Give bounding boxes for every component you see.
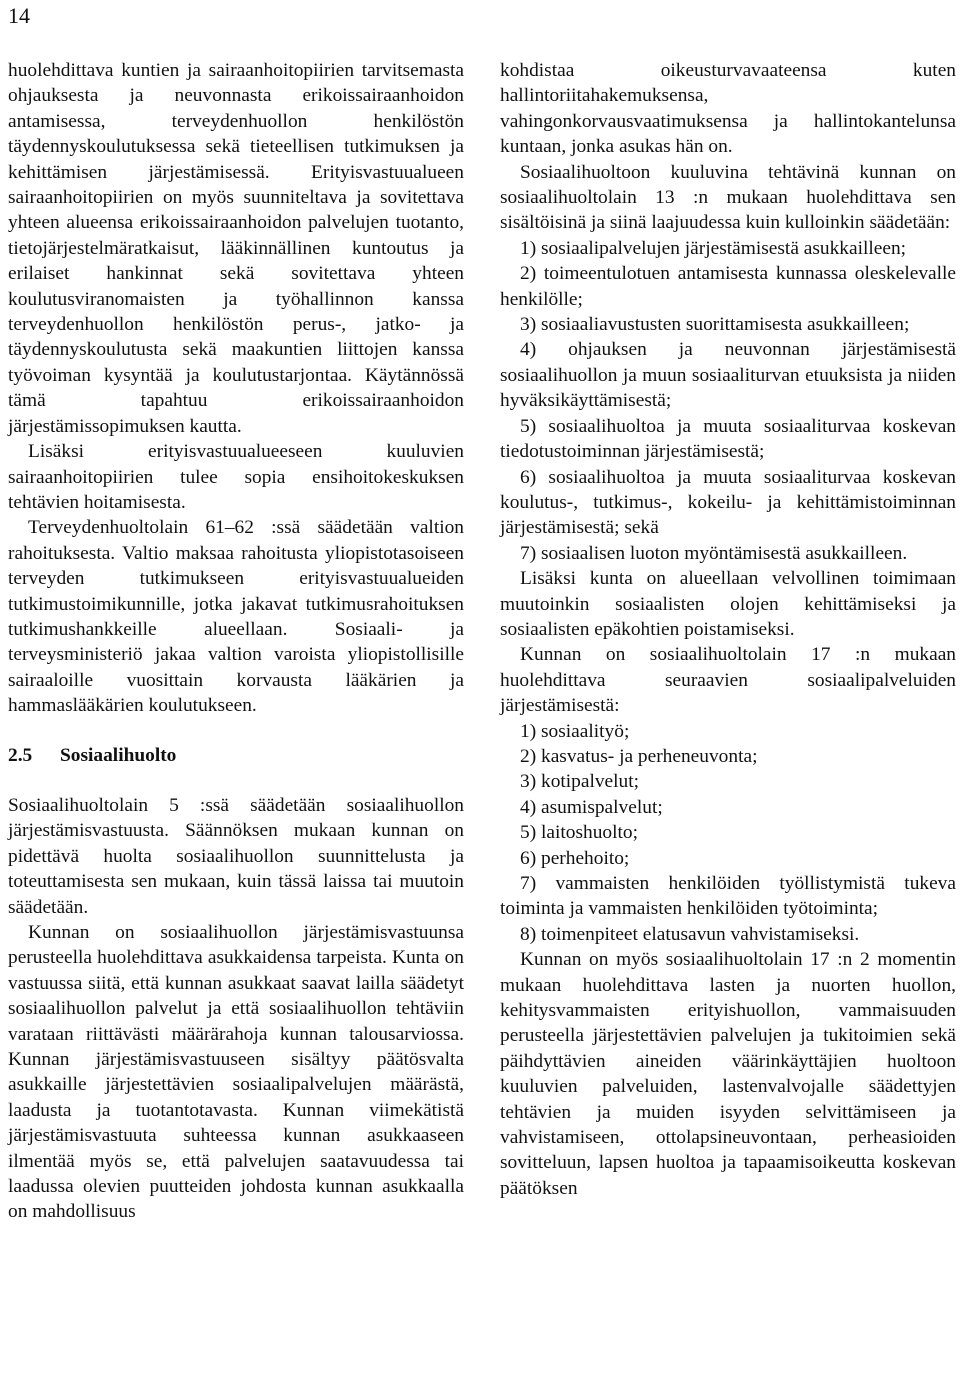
paragraph: 4) ohjauksen ja neuvonnan järjestämisestä sosiaalihuollon ja muun sosiaaliturvan etuuksista ja niiden hyväksikäyttämisestä; [500, 339, 956, 412]
paragraph: 2) kasvatus- ja perheneuvonta; [520, 745, 758, 767]
paragraph: Kunnan on myös sosiaalihuoltolain 17 :n 2 momentin mukaan huolehdittava lasten ja nuorten huollon, kehitysvammaisten erityishuollon, vammaisuuden perusteella järjestettävien palvelujen ja tukitoimien sekä päihdyttävien aineiden väärinkäyttäjien huoltoon kuuluvien palveluiden, lastenvalvojalle säädettyjen tehtävien ja muiden isyyden selvittämiseen ja vahvistamiseen, ottolapsineuvontaan, perheasioiden sovitteluun, lapsen huoltoa ja tapaamisoikeutta koskevan päätöksen [500, 949, 956, 1199]
paragraph: 2) toimeentulotuen antamisesta kunnassa oleskelevalle henkilölle; [500, 263, 956, 310]
paragraph: 5) sosiaalihuoltoa ja muuta sosiaaliturvaa koskevan tiedotustoiminnan järjestämisestä; [500, 415, 956, 463]
paragraph: 6) perhehoito; [520, 847, 630, 869]
paragraph: 3) kotipalvelut; [520, 771, 640, 793]
paragraph: 7) sosiaalisen luoton myöntämisestä asukkailleen. [520, 542, 908, 564]
paragraph: Sosiaalihuoltoon kuuluvina tehtävinä kunnan on sosiaalihuoltolain 13 :n mukaan huolehdittava sen sisältöisinä ja siinä laajuudessa kuin kulloinkin säädetään: [500, 161, 956, 234]
paragraph: kohdistaa oikeusturvavaateensa kuten hallintoriitahakemuksensa, vahingonkorvausvaatimuksensa ja hallintokantelunsa kuntaan, jonka asukas hän on. [500, 60, 956, 158]
paragraph: Kunnan on sosiaalihuollon järjestämisvastuunsa perusteella huolehdittava asukkaidensa tarpeista. Kunta on vastuussa siitä, että kunnan asukkaat saavat lailla säädetyt sosiaalihuollon palvelut ja että sosiaalihuollon tehtäviin varataan riittävästi määrärahoja kunnan talousarviossa. Kunnan järjestämisvastuuseen sisältyy päätösvalta asukkaille järjestettävien sosiaalipalvelujen määrästä, laadusta ja tuotantotavasta. Kunnan viimekätistä järjestämisvastuuta suhteessa kunnan asukkaaseen ilmentää myös se, että palvelujen saatavuudessa tai laadussa olevien puutteiden johdosta kunnan asukkaalla on mahdollisuus [8, 922, 464, 1223]
paragraph: Lisäksi erityisvastuualueeseen kuuluvien sairaanhoitopiirien tulee sopia ensihoitokeskuksen tehtävien hoitamisesta. [8, 441, 464, 513]
section-title: Sosiaalihuolto [60, 744, 177, 766]
left-column [8, 58, 464, 1225]
paragraph: Sosiaalihuoltolain 5 :ssä säädetään sosiaalihuollon järjestämisvastuusta. Säännöksen mukaan kunnan on pidettävä huolta sosiaalihuollon suunnittelusta ja toteuttamisesta sen mukaan, kuin tässä laissa tai muutoin säädetään. [8, 794, 464, 918]
paragraph: 8) toimenpiteet elatusavun vahvistamiseksi. [520, 923, 860, 945]
paragraph: Kunnan on sosiaalihuoltolain 17 :n mukaan huolehdittava seuraavien sosiaalipalveluiden järjestämisestä: [500, 644, 956, 717]
paragraph: 1) sosiaalipalvelujen järjestämisestä asukkailleen; [520, 237, 907, 259]
right-column [500, 58, 956, 1201]
section-heading [8, 743, 464, 768]
paragraph: 3) sosiaaliavustusten suorittamisesta asukkailleen; [520, 314, 910, 336]
page-number: 14 [8, 3, 30, 28]
paragraph: 6) sosiaalihuoltoa ja muuta sosiaaliturvaa koskevan koulutus-, tutkimus-, kokeilu- ja kehittämistoiminnan järjestämisestä; sekä [500, 466, 956, 539]
paragraph: 7) vammaisten henkilöiden työllistymistä tukeva toiminta ja vammaisten henkilöiden työtoiminta; [500, 873, 956, 920]
paragraph: Lisäksi kunta on alueellaan velvollinen toimimaan muutoinkin sosiaalisten olojen kehittämiseksi ja sosiaalisten epäkohtien poistamiseksi. [500, 568, 956, 640]
paragraph: 4) asumispalvelut; [520, 796, 663, 818]
paragraph: 5) laitoshuolto; [520, 822, 638, 844]
section-number: 2.5 [8, 744, 33, 766]
paragraph: huolehdittava kuntien ja sairaanhoitopiirien tarvitsemasta ohjauksesta ja neuvonnasta erikoissairaanhoidon antamisessa, terveydenhuollon henkilöstön täydennyskoulutuksessa sekä tieteellisen tutkimuksen ja kehittämisen järjestämisessä. Erityisvastuualueen sairaanhoitopiirien on myös suunniteltava ja sovitettava yhteen alueensa erikoissairaanhoidon palvelujen tuotanto, tietojärjestelmäratkaisut, lääkinnällinen kuntoutus ja erilaiset hankinnat sekä sovitettava yhteen koulutusviranomaisten ja työhallinnon kanssa terveydenhuollon henkilöstön perus-, jatko- ja täydennyskoulutusta sekä maakuntien liittojen kanssa työvoiman kysyntää ja koulutustarjontaa. Käytännössä tämä tapahtuu erikoissairaanhoidon järjestämissopimuksen kautta. [8, 60, 464, 437]
paragraph: Terveydenhuoltolain 61–62 :ssä säädetään valtion rahoituksesta. Valtio maksaa rahoitusta yliopistotasoiseen terveyden tutkimukseen erityisvastuualueiden tutkimustoimikunnille, jotka jakavat tutkimusrahoituksen tutkimushankkeille alueellaan. Sosiaali- ja terveysministeriö jakaa valtion varoista yliopistollisille sairaaloille vuosittain korvausta lääkärien ja hammaslääkärien koulutukseen. [8, 517, 464, 717]
paragraph: 1) sosiaalityö; [520, 720, 630, 742]
